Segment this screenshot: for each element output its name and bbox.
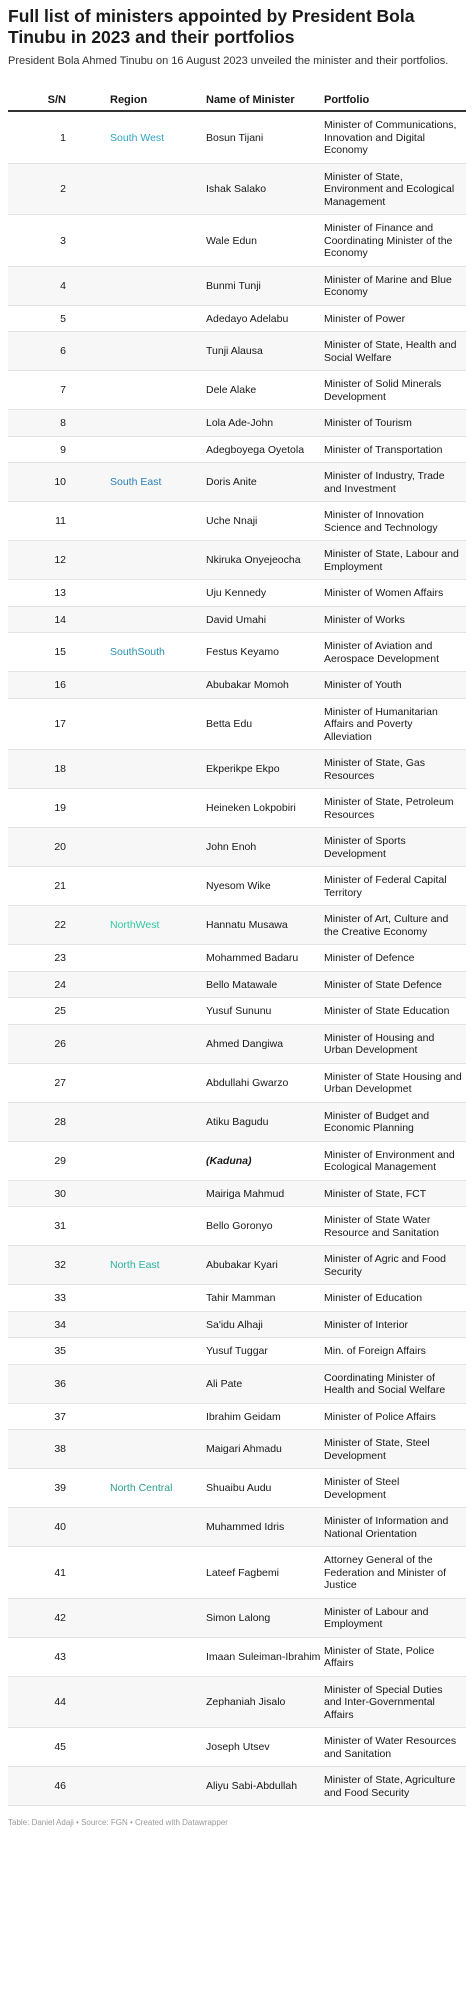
cell-region (86, 502, 206, 541)
cell-minister-name: Tahir Mamman (206, 1285, 324, 1312)
cell-sn: 28 (8, 1102, 86, 1141)
table-row (8, 971, 466, 998)
cell-region (86, 1285, 206, 1312)
cell-minister-name: Atiku Bagudu (206, 1102, 324, 1141)
cell-portfolio: Minister of State, Labour and Employment (324, 541, 466, 580)
cell-portfolio: Minister of Sports Development (324, 828, 466, 867)
cell-sn: 13 (8, 580, 86, 607)
cell-minister-name: Uche Nnaji (206, 502, 324, 541)
cell-region (86, 266, 206, 305)
cell-portfolio: Minister of Information and National Orientation (324, 1508, 466, 1547)
table-row (8, 1637, 466, 1676)
table-row (8, 1102, 466, 1141)
cell-portfolio: Minister of Education (324, 1285, 466, 1312)
cell-portfolio: Minister of Works (324, 606, 466, 633)
table-row (8, 502, 466, 541)
cell-region (86, 1403, 206, 1430)
cell-sn: 36 (8, 1364, 86, 1403)
cell-minister-name: Shuaibu Audu (206, 1469, 324, 1508)
cell-portfolio: Minister of Labour and Employment (324, 1598, 466, 1637)
cell-sn: 19 (8, 789, 86, 828)
cell-region (86, 1141, 206, 1180)
cell-region (86, 945, 206, 972)
cell-minister-name: David Umahi (206, 606, 324, 633)
cell-portfolio: Minister of Humanitarian Affairs and Poverty Alleviation (324, 698, 466, 750)
cell-region (86, 867, 206, 906)
cell-sn: 26 (8, 1024, 86, 1063)
cell-region (86, 789, 206, 828)
table-row (8, 463, 466, 502)
cell-region (86, 1676, 206, 1728)
table-row (8, 633, 466, 672)
cell-minister-name: Lateef Fagbemi (206, 1547, 324, 1599)
table-row (8, 998, 466, 1025)
cell-sn: 33 (8, 1285, 86, 1312)
table-row (8, 1508, 466, 1547)
cell-region (86, 305, 206, 332)
cell-minister-name: Abubakar Kyari (206, 1246, 324, 1285)
cell-minister-name: Festus Keyamo (206, 633, 324, 672)
cell-portfolio: Minister of Defence (324, 945, 466, 972)
cell-sn: 15 (8, 633, 86, 672)
cell-portfolio: Minister of State, Police Affairs (324, 1637, 466, 1676)
cell-region (86, 163, 206, 215)
cell-sn: 31 (8, 1207, 86, 1246)
page-title: Full list of ministers appointed by President Bola Tinubu in 2023 and their portfolios (8, 6, 415, 47)
cell-sn: 22 (8, 906, 86, 945)
table-row (8, 1469, 466, 1508)
column-header-name[interactable]: Name of Minister (206, 90, 324, 111)
cell-portfolio: Minister of Budget and Economic Planning (324, 1102, 466, 1141)
cell-region (86, 436, 206, 463)
cell-minister-name: Bunmi Tunji (206, 266, 324, 305)
cell-region (86, 332, 206, 371)
cell-region (86, 828, 206, 867)
cell-sn: 38 (8, 1430, 86, 1469)
cell-portfolio: Minister of Communications, Innovation and Digital Economy (324, 111, 466, 163)
header-row (8, 90, 466, 111)
cell-sn: 23 (8, 945, 86, 972)
cell-minister-name: Maigari Ahmadu (206, 1430, 324, 1469)
cell-sn: 40 (8, 1508, 86, 1547)
cell-sn: 29 (8, 1141, 86, 1180)
cell-region (86, 580, 206, 607)
cell-region (86, 750, 206, 789)
cell-sn: 2 (8, 163, 86, 215)
table-row (8, 371, 466, 410)
cell-region (86, 1180, 206, 1207)
cell-minister-name: Sa'idu Alhaji (206, 1311, 324, 1338)
cell-portfolio: Minister of State, Steel Development (324, 1430, 466, 1469)
table-row (8, 410, 466, 437)
cell-portfolio: Minister of Innovation Science and Technology (324, 502, 466, 541)
table-row (8, 1207, 466, 1246)
cell-sn: 7 (8, 371, 86, 410)
table-row (8, 436, 466, 463)
page-subtitle: President Bola Ahmed Tinubu on 16 August 2023 unveiled the minister and their portfolios. (8, 55, 449, 67)
cell-portfolio: Minister of State, Gas Resources (324, 750, 466, 789)
cell-region (86, 1063, 206, 1102)
cell-portfolio: Minister of Steel Development (324, 1469, 466, 1508)
cell-region: South West (86, 111, 206, 163)
cell-minister-name: Bello Goronyo (206, 1207, 324, 1246)
cell-portfolio: Minister of Water Resources and Sanitation (324, 1728, 466, 1767)
cell-region (86, 1311, 206, 1338)
cell-sn: 16 (8, 672, 86, 699)
cell-portfolio: Minister of Women Affairs (324, 580, 466, 607)
cell-minister-name: Mairiga Mahmud (206, 1180, 324, 1207)
cell-portfolio: Minister of Transportation (324, 436, 466, 463)
cell-sn: 20 (8, 828, 86, 867)
cell-portfolio: Minister of State, Petroleum Resources (324, 789, 466, 828)
cell-region (86, 1338, 206, 1365)
table-row (8, 215, 466, 267)
cell-minister-name: Ibrahim Geidam (206, 1403, 324, 1430)
cell-sn: 14 (8, 606, 86, 633)
cell-portfolio: Minister of State Education (324, 998, 466, 1025)
cell-portfolio: Minister of Solid Minerals Development (324, 371, 466, 410)
table-row (8, 332, 466, 371)
table-header (8, 90, 466, 111)
table-row (8, 698, 466, 750)
cell-sn: 21 (8, 867, 86, 906)
table-row (8, 1141, 466, 1180)
cell-portfolio: Minister of Interior (324, 1311, 466, 1338)
cell-region (86, 698, 206, 750)
table-row (8, 867, 466, 906)
cell-region (86, 1364, 206, 1403)
cell-sn: 43 (8, 1637, 86, 1676)
cell-minister-name: Bello Matawale (206, 971, 324, 998)
cell-minister-name: Abdullahi Gwarzo (206, 1063, 324, 1102)
cell-portfolio: Minister of State, Health and Social Welfare (324, 332, 466, 371)
cell-region (86, 1207, 206, 1246)
cell-sn: 6 (8, 332, 86, 371)
cell-minister-name: (Kaduna) (206, 1141, 324, 1180)
table-row (8, 672, 466, 699)
cell-region: North East (86, 1246, 206, 1285)
cell-sn: 24 (8, 971, 86, 998)
cell-portfolio: Minister of Finance and Coordinating Minister of the Economy (324, 215, 466, 267)
cell-portfolio: Minister of State, FCT (324, 1180, 466, 1207)
cell-sn: 44 (8, 1676, 86, 1728)
cell-sn: 4 (8, 266, 86, 305)
cell-portfolio: Minister of Industry, Trade and Investment (324, 463, 466, 502)
table-row (8, 1430, 466, 1469)
table-row (8, 266, 466, 305)
cell-portfolio: Minister of Housing and Urban Development (324, 1024, 466, 1063)
cell-minister-name: Adegboyega Oyetola (206, 436, 324, 463)
cell-region (86, 1508, 206, 1547)
cell-region: North Central (86, 1469, 206, 1508)
column-header-sn[interactable]: S/N (8, 90, 86, 111)
table-row (8, 541, 466, 580)
table-row (8, 1598, 466, 1637)
cell-minister-name: Doris Anite (206, 463, 324, 502)
cell-region (86, 1598, 206, 1637)
cell-portfolio: Minister of State, Agriculture and Food Security (324, 1767, 466, 1806)
cell-minister-name: Zephaniah Jisalo (206, 1676, 324, 1728)
cell-portfolio: Minister of State, Environment and Ecological Management (324, 163, 466, 215)
cell-region (86, 1728, 206, 1767)
cell-region (86, 1767, 206, 1806)
table-row (8, 1676, 466, 1728)
cell-region (86, 1430, 206, 1469)
cell-minister-name: Imaan Suleiman-Ibrahim (206, 1637, 324, 1676)
table-row (8, 828, 466, 867)
cell-sn: 8 (8, 410, 86, 437)
cell-portfolio: Minister of Aviation and Aerospace Development (324, 633, 466, 672)
cell-sn: 10 (8, 463, 86, 502)
table-row (8, 580, 466, 607)
table-row (8, 1024, 466, 1063)
cell-portfolio: Minister of Agric and Food Security (324, 1246, 466, 1285)
table-row (8, 606, 466, 633)
cell-sn: 3 (8, 215, 86, 267)
cell-region (86, 371, 206, 410)
cell-sn: 41 (8, 1547, 86, 1599)
table-row (8, 1728, 466, 1767)
cell-minister-name: Lola Ade-John (206, 410, 324, 437)
table-row (8, 1246, 466, 1285)
cell-minister-name: Wale Edun (206, 215, 324, 267)
cell-minister-name: Hannatu Musawa (206, 906, 324, 945)
table-row (8, 1364, 466, 1403)
table-row (8, 1285, 466, 1312)
cell-minister-name: Yusuf Sununu (206, 998, 324, 1025)
cell-portfolio: Attorney General of the Federation and Minister of Justice (324, 1547, 466, 1599)
cell-minister-name: Joseph Utsev (206, 1728, 324, 1767)
cell-region (86, 541, 206, 580)
cell-portfolio: Minister of Tourism (324, 410, 466, 437)
cell-sn: 37 (8, 1403, 86, 1430)
cell-region (86, 215, 206, 267)
table-row (8, 1180, 466, 1207)
cell-minister-name: Ali Pate (206, 1364, 324, 1403)
column-header-portfolio[interactable]: Portfolio (324, 90, 466, 111)
cell-minister-name: Nkiruka Onyejeocha (206, 541, 324, 580)
table-row (8, 750, 466, 789)
cell-sn: 46 (8, 1767, 86, 1806)
cell-minister-name: Mohammed Badaru (206, 945, 324, 972)
table-row (8, 1311, 466, 1338)
column-header-region[interactable]: Region (86, 90, 206, 111)
cell-region (86, 1547, 206, 1599)
cell-region (86, 1024, 206, 1063)
cell-sn: 32 (8, 1246, 86, 1285)
cell-minister-name: Abubakar Momoh (206, 672, 324, 699)
table-row (8, 1338, 466, 1365)
cell-sn: 45 (8, 1728, 86, 1767)
cell-minister-name: Yusuf Tuggar (206, 1338, 324, 1365)
table-row (8, 1403, 466, 1430)
cell-minister-name: Aliyu Sabi-Abdullah (206, 1767, 324, 1806)
cell-sn: 1 (8, 111, 86, 163)
cell-sn: 9 (8, 436, 86, 463)
cell-minister-name: Simon Lalong (206, 1598, 324, 1637)
cell-minister-name: Ishak Salako (206, 163, 324, 215)
cell-minister-name: Ahmed Dangiwa (206, 1024, 324, 1063)
cell-minister-name: Muhammed Idris (206, 1508, 324, 1547)
cell-sn: 27 (8, 1063, 86, 1102)
cell-sn: 30 (8, 1180, 86, 1207)
cell-minister-name: Nyesom Wike (206, 867, 324, 906)
cell-portfolio: Minister of Police Affairs (324, 1403, 466, 1430)
cell-portfolio: Minister of Power (324, 305, 466, 332)
table-row (8, 1547, 466, 1599)
cell-sn: 39 (8, 1469, 86, 1508)
cell-sn: 12 (8, 541, 86, 580)
cell-sn: 25 (8, 998, 86, 1025)
cell-portfolio: Minister of State Water Resource and Sanitation (324, 1207, 466, 1246)
cell-sn: 35 (8, 1338, 86, 1365)
cell-region (86, 672, 206, 699)
table-row (8, 945, 466, 972)
cell-sn: 18 (8, 750, 86, 789)
cell-region (86, 998, 206, 1025)
cell-portfolio: Minister of Federal Capital Territory (324, 867, 466, 906)
cell-region: South East (86, 463, 206, 502)
cell-sn: 34 (8, 1311, 86, 1338)
cell-portfolio: Minister of State Housing and Urban Developmet (324, 1063, 466, 1102)
cell-minister-name: Dele Alake (206, 371, 324, 410)
cell-minister-name: Ekperikpe Ekpo (206, 750, 324, 789)
table-row (8, 163, 466, 215)
cell-minister-name: Heineken Lokpobiri (206, 789, 324, 828)
source-credit: Table: Daniel Adaji • Source: FGN • Created with Datawrapper (8, 1818, 228, 1827)
cell-portfolio: Minister of Special Duties and Inter-Governmental Affairs (324, 1676, 466, 1728)
table-row (8, 1767, 466, 1806)
table-row (8, 1063, 466, 1102)
table-row (8, 111, 466, 163)
cell-region (86, 1637, 206, 1676)
cell-region (86, 1102, 206, 1141)
table-row (8, 789, 466, 828)
cell-minister-name: Adedayo Adelabu (206, 305, 324, 332)
cell-portfolio: Coordinating Minister of Health and Social Welfare (324, 1364, 466, 1403)
cell-region (86, 971, 206, 998)
cell-sn: 42 (8, 1598, 86, 1637)
cell-minister-name: Betta Edu (206, 698, 324, 750)
table-row (8, 906, 466, 945)
cell-portfolio: Min. of Foreign Affairs (324, 1338, 466, 1365)
cell-minister-name: John Enoh (206, 828, 324, 867)
cell-sn: 11 (8, 502, 86, 541)
cell-portfolio: Minister of Youth (324, 672, 466, 699)
ministers-table (8, 90, 466, 1806)
cell-portfolio: Minister of Environment and Ecological Management (324, 1141, 466, 1180)
table-row (8, 305, 466, 332)
cell-minister-name: Uju Kennedy (206, 580, 324, 607)
cell-sn: 17 (8, 698, 86, 750)
cell-region (86, 410, 206, 437)
table-body (8, 111, 466, 1806)
cell-region: NorthWest (86, 906, 206, 945)
cell-portfolio: Minister of Art, Culture and the Creative Economy (324, 906, 466, 945)
cell-minister-name: Tunji Alausa (206, 332, 324, 371)
cell-portfolio: Minister of Marine and Blue Economy (324, 266, 466, 305)
cell-sn: 5 (8, 305, 86, 332)
cell-region (86, 606, 206, 633)
cell-region: SouthSouth (86, 633, 206, 672)
cell-minister-name: Bosun Tijani (206, 111, 324, 163)
cell-portfolio: Minister of State Defence (324, 971, 466, 998)
